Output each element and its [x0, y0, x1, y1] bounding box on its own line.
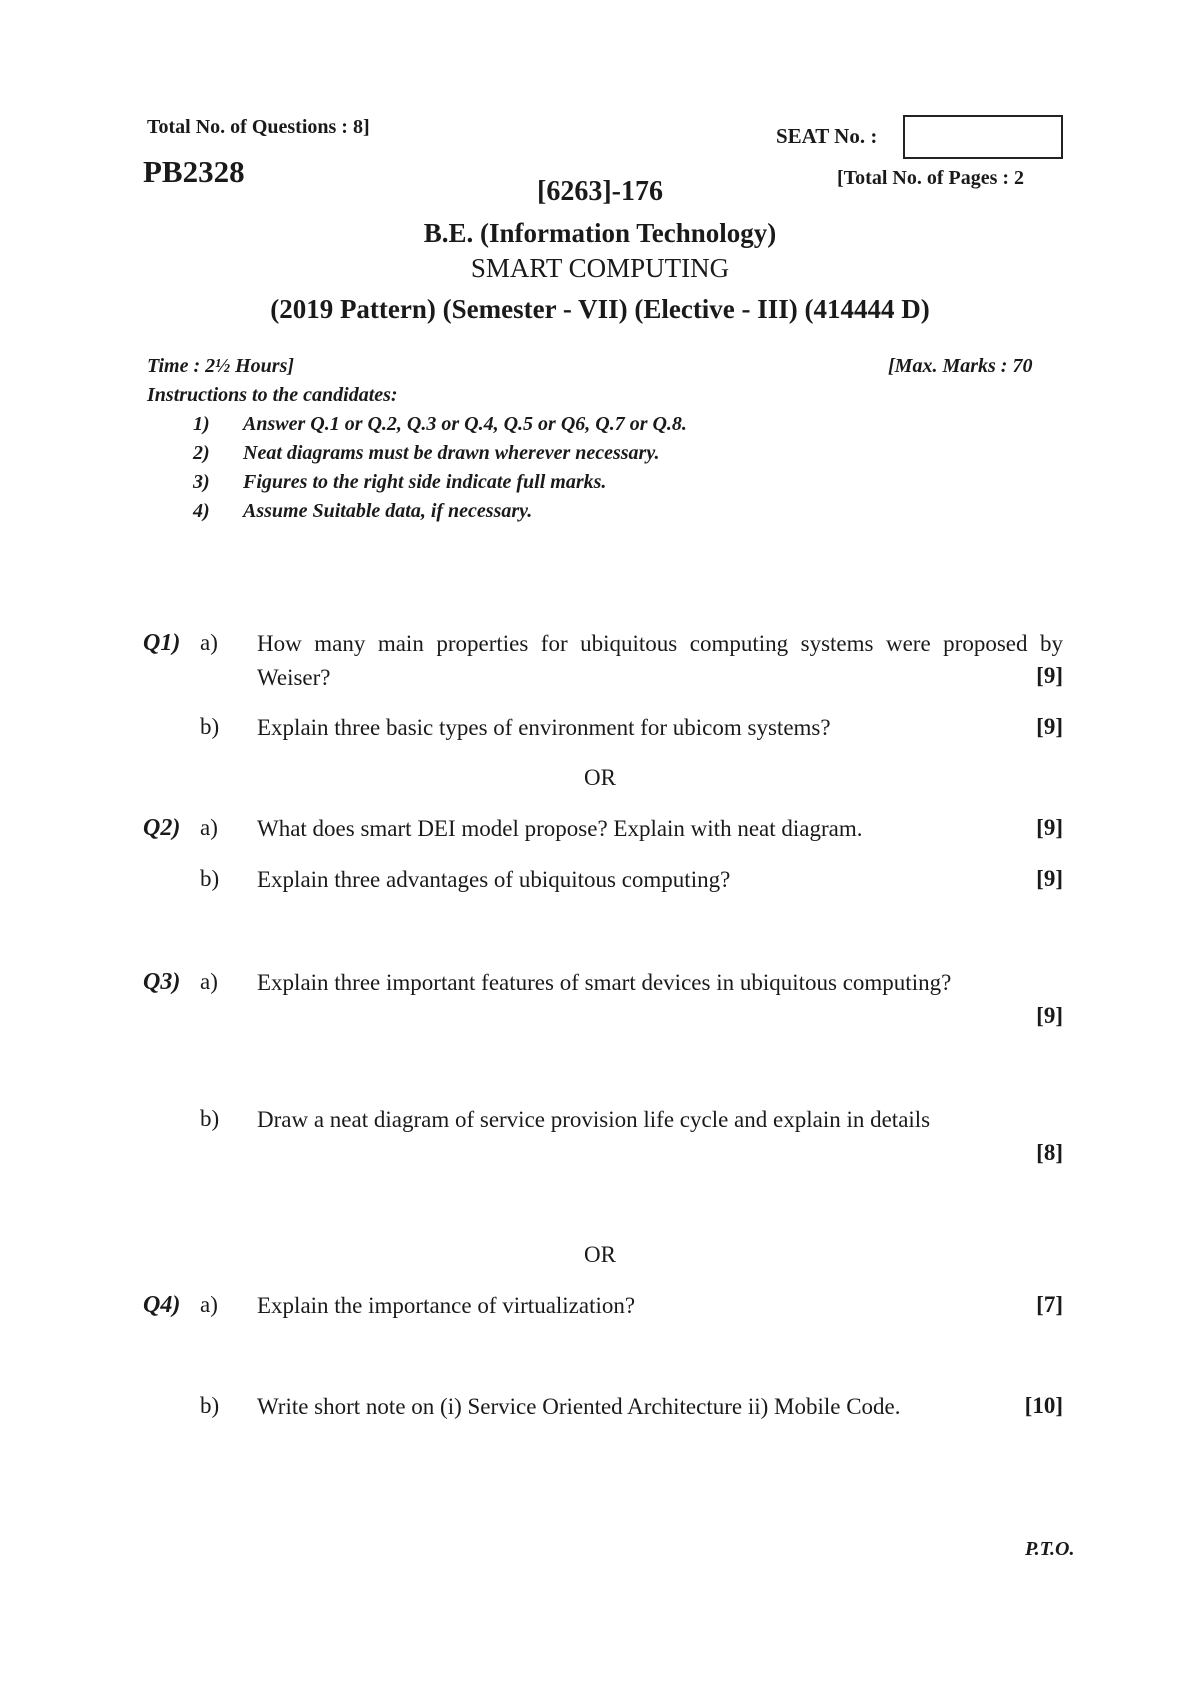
seat-number-label: SEAT No. :: [776, 124, 878, 148]
question-text: Explain three advantages of ubiquitous computing?: [257, 867, 731, 892]
please-turn-over: P.T.O.: [1025, 1538, 1075, 1560]
question-text: Explain the importance of virtualization?: [257, 1293, 636, 1318]
subquestion-letter: a): [200, 815, 218, 840]
instructions-heading: Instructions to the candidates:: [147, 384, 398, 406]
total-questions: Total No. of Questions : 8]: [147, 116, 370, 138]
question-label-q4: Q4): [143, 1292, 181, 1318]
question-marks: [9]: [1036, 663, 1063, 688]
question-text: What does smart DEI model propose? Explain with neat diagram.: [257, 816, 863, 841]
subquestion-letter: b): [200, 866, 220, 891]
paper-id: PB2328: [143, 154, 245, 189]
instruction-text: Answer Q.1 or Q.2, Q.3 or Q.4, Q.5 or Q6, Q.7 or Q.8.: [243, 413, 687, 435]
question-marks: [7]: [1036, 1292, 1063, 1317]
question-marks: [8]: [1036, 1140, 1063, 1165]
exam-time: Time : 2½ Hours]: [147, 355, 295, 377]
question-label-q1: Q1): [143, 630, 181, 656]
question-marks: [9]: [1036, 714, 1063, 739]
instruction-number: 1): [193, 413, 210, 435]
total-pages: [Total No. of Pages : 2: [837, 167, 1025, 189]
question-marks: [9]: [1036, 815, 1063, 840]
instruction-number: 2): [193, 442, 210, 464]
question-label-q3: Q3): [143, 969, 181, 995]
instruction-number: 3): [193, 471, 210, 493]
subquestion-letter: b): [200, 714, 220, 739]
instruction-number: 4): [193, 500, 210, 522]
paper-code: [6263]-176: [537, 176, 663, 207]
subquestion-letter: b): [200, 1106, 220, 1131]
question-text: Explain three important features of smart devices in ubiquitous computing?: [257, 970, 952, 995]
question-text: How many main properties for ubiquitous computing systems were proposed by Weiser?: [257, 631, 1063, 690]
pattern-line: (2019 Pattern) (Semester - VII) (Elective - III) (414444 D): [270, 294, 930, 324]
subquestion-letter: a): [200, 1292, 218, 1317]
or-separator: OR: [584, 765, 616, 790]
question-text: Explain three basic types of environment for ubicom systems?: [257, 715, 831, 740]
or-separator: OR: [584, 1242, 616, 1267]
question-label-q2: Q2): [143, 815, 181, 841]
seat-number-box: [903, 115, 1063, 159]
question-text: Draw a neat diagram of service provision life cycle and explain in details: [257, 1107, 931, 1132]
instruction-text: Neat diagrams must be drawn wherever necessary.: [243, 442, 660, 464]
instruction-text: Assume Suitable data, if necessary.: [243, 500, 533, 522]
subquestion-letter: a): [200, 630, 218, 655]
question-marks: [9]: [1036, 1003, 1063, 1028]
question-marks: [9]: [1036, 866, 1063, 891]
subject-title: SMART COMPUTING: [470, 253, 730, 283]
question-text: Write short note on (i) Service Oriented Architecture ii) Mobile Code.: [257, 1394, 901, 1419]
max-marks: [Max. Marks : 70: [888, 355, 1033, 377]
subquestion-letter: b): [200, 1393, 220, 1418]
subquestion-letter: a): [200, 969, 218, 994]
instruction-text: Figures to the right side indicate full marks.: [243, 471, 607, 493]
degree-title: B.E. (Information Technology): [423, 218, 777, 248]
question-marks: [10]: [1024, 1393, 1063, 1418]
